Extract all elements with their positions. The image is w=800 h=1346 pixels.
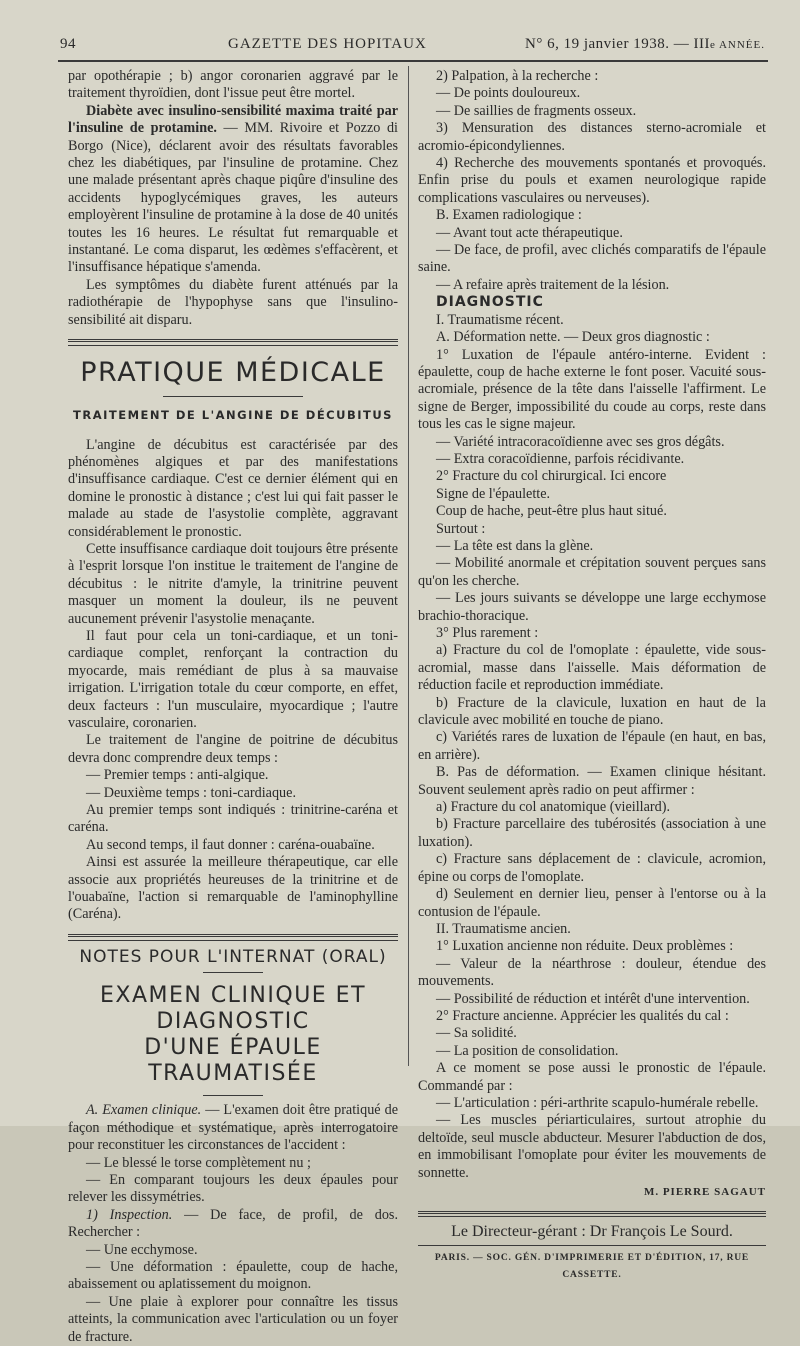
paragraph: Surtout : (436, 520, 486, 537)
paragraph: 3° Plus rarement : (436, 625, 539, 641)
article-title: EXAMEN CLINIQUE ET DIAGNOSTIC D'UNE ÉPAULE TRAUMATISÉE (99, 983, 367, 1087)
section-title: DIAGNOSTIC (436, 294, 544, 311)
paragraph: Signe de l'épaulette. (436, 485, 551, 502)
director-line: Le Directeur-gérant : Dr François Le Sourd. (451, 1223, 733, 1241)
paragraph: — Deuxième temps : toni-cardiaque. (86, 784, 296, 801)
paragraph: — Possibilité de réduction et intérêt d'une intervention. (436, 990, 750, 1007)
paragraph: 4) Recherche des mouvements spontanés et provoqués. Enfin prise du pouls et examen neurologique rapide complications vasculaires ou nerveuses). (418, 155, 766, 206)
paragraph: — De face, de profil, avec clichés comparatifs de l'épaule saine. (418, 242, 766, 276)
paragraph: — Variété intracoracoïdienne avec ses gros dégâts. (436, 433, 725, 450)
section-title: NOTES POUR L'INTERNAT (ORAL) (79, 946, 387, 967)
paragraph: I. Traumatisme récent. (436, 311, 564, 328)
paragraph: Cette insuffisance cardiaque doit toujours être présente à l'esprit lorsque l'on institue le traitement de l'angine de décubitus : le nitrite d'amyle, la trinitrine peuvent masquer un moment la douleur, ils ne peuvent aucunement prévenir l'asystolie menaçante. (68, 540, 398, 627)
column-divider (408, 66, 409, 1066)
paragraph: b) Fracture parcellaire des tubérosités (association à une luxation). (418, 816, 766, 850)
paragraph: — Les jours suivants se développe une large ecchymose brachio-thoracique. (418, 590, 766, 624)
paragraph: c) Variétés rares de luxation de l'épaule (en haut, en bas, en arrière). (418, 729, 766, 763)
page-number: 94 (60, 36, 76, 52)
paragraph: — Extra coracoïdienne, parfois récidivante. (436, 450, 685, 467)
section-title: PRATIQUE MÉDICALE (80, 357, 386, 389)
paragraph: — Valeur de la néarthrose : douleur, étendue des mouvements. (418, 955, 766, 990)
paragraph: — Les muscles périarticulaires, surtout atrophie du deltoïde, seul muscle abducteur. Mesurer l'abduction de dos, en immobilisant l'omoplate pour éviter les mouvements de sonnette. (418, 1112, 766, 1181)
paragraph: — La tête est dans la glène. (436, 537, 594, 554)
author-signature: M. PIERRE SAGAUT (643, 1186, 766, 1198)
paragraph: 2° Fracture du col chirurgical. Ici encore (436, 468, 667, 485)
title-rule (203, 1095, 263, 1096)
paragraph: 1° Luxation de l'épaule antéro-interne. Evident : épaulette, coup de hache externe le font poser. Vacuité sous-acromiale, présence de la tête dans l'aisselle l'affirment. Le signe de Berger, impossibilité du coude au corps, reste dans tous les cas le signe majeur. (418, 346, 766, 433)
paragraph: a) Fracture du col de l'omoplate : épaulette, vide sous-acromial, masse dans l'aisselle. Mais déformation de réduction facile et reproduction immédiate. (418, 642, 766, 694)
paragraph: 2) Palpation, à la recherche : (436, 68, 599, 84)
paragraph: b) Fracture de la clavicule, luxation en haut de la clavicule avec mobilité en touche de piano. (418, 694, 766, 729)
paragraph: — De points douloureux. (436, 85, 581, 102)
paragraph: d) Seulement en dernier lieu, penser à l'entorse ou à la contusion de l'épaule. (418, 886, 766, 920)
footer-rule (418, 1245, 766, 1246)
paragraph: c) Fracture sans déplacement de : clavicule, acromion, épine ou corps de l'omoplate. (418, 851, 766, 885)
paragraph: Coup de hache, peut-être plus haut situé. (436, 503, 667, 520)
right-column (418, 68, 766, 1285)
paragraph: — Premier temps : anti-algique. (86, 767, 269, 784)
paragraph: B. Pas de déformation. — Examen clinique hésitant. Souvent seulement après radio on peut affirmer : (418, 764, 766, 798)
paragraph: A ce moment se pose aussi le pronostic de l'épaule. Commandé par : (418, 1060, 766, 1094)
left-column (68, 68, 398, 1346)
journal-title: GAZETTE DES HOPITAUX (228, 36, 427, 52)
paragraph: a) Fracture du col anatomique (vieillard). (436, 799, 670, 816)
title-rule (163, 396, 303, 397)
paragraph: — L'articulation : péri-arthrite scapulo-humérale rebelle. (436, 1094, 759, 1111)
paragraph: — Sa solidité. (436, 1025, 517, 1042)
paragraph: Les symptômes du diabète furent atténués par la radiothérapie de l'hypophyse sans que l'insulino-sensibilité ait disparu. (68, 276, 398, 328)
paragraph: Au premier temps sont indiqués : trinitrine-caréna et caréna. (68, 802, 398, 836)
paragraph: — Une déformation : épaulette, coup de hache, abaissement ou aplatissement du moignon. (68, 1258, 398, 1293)
paragraph: 2° Fracture ancienne. Apprécier les qualités du cal : (436, 1007, 729, 1024)
paragraph: — De saillies de fragments osseux. (436, 102, 637, 119)
paragraph: par opothérapie ; b) angor coronarien aggravé par le traitement thyroïdien, dont l'issue peut être mortel. (68, 68, 398, 102)
paragraph: Ainsi est assurée la meilleure thérapeutique, car elle associe aux propriétés heureuses de la trinitrine et de l'ouabaïne, l'action si remarquable de l'aminophylline (Caréna). (68, 854, 398, 923)
paragraph: L'angine de décubitus est caractérisée par des phénomènes algiques et par des manifestations d'insuffisance cardiaque. C'est ce dernier élément qui en domine le pronostic à distance ; c'est lui qui fait passer le malade au stade de l'asystolie complète, aggravant considérablement le pronostic. (68, 436, 398, 540)
paragraph: Le traitement de l'angine de poitrine de décubitus devra donc comprendre deux temps : (68, 732, 398, 766)
section-rule (68, 339, 398, 346)
page-header (60, 36, 765, 58)
paragraph: A. Examen clinique. — L'examen doit être pratiqué de façon méthodique et systématique, après interrogatoire pour reconstituer les circonstances de l'accident : (68, 1102, 398, 1154)
paragraph: 1) Inspection. — De face, de profil, de dos. Rechercher : (68, 1206, 398, 1241)
paragraph: B. Examen radiologique : (436, 207, 582, 224)
paragraph: — Le blessé le torse complètement nu ; (86, 1154, 311, 1171)
paragraph: Au second temps, il faut donner : caréna-ouabaïne. (86, 836, 375, 853)
paragraph: Il faut pour cela un toni-cardiaque, et un toni-cardiaque complet, renforçant la contraction du myocarde, mais remédiant de plus à sa mauvaise irrigation. L'irrigation totale du cœur comporte, en effet, deux facteurs : l'un musculaire, myocardique ; l'autre vasculaire, coronarien. (68, 627, 398, 731)
footer-rule (418, 1211, 766, 1217)
paragraph: — Mobilité anormale et crépitation souvent perçues sans qu'on les cherche. (418, 555, 766, 589)
paragraph: — Avant tout acte thérapeutique. (436, 224, 623, 241)
paragraph: — A refaire après traitement de la lésion. (436, 276, 670, 293)
paragraph: — La position de consolidation. (436, 1042, 619, 1059)
paragraph: — En comparant toujours les deux épaules pour relever les dissymétries. (68, 1171, 398, 1206)
issue-info: N° 6, 19 janvier 1938. — IIIe ANNÉE. (524, 36, 765, 52)
paragraph: — Une ecchymose. (86, 1241, 198, 1258)
paragraph: 3) Mensuration des distances sterno-acromiale et acromio-épicondyliennes. (418, 120, 766, 154)
title-rule (203, 972, 263, 973)
paragraph: 1° Luxation ancienne non réduite. Deux problèmes : (436, 938, 734, 955)
paragraph: A. Déformation nette. — Deux gros diagnostic : (436, 329, 710, 346)
paragraph: — Une plaie à explorer pour connaître les tissus atteints, la communication avec l'articulation ou un foyer de fracture. (68, 1293, 398, 1345)
printer-line: PARIS. — SOC. GÉN. D'IMPRIMERIE ET D'ÉDITION, 17, RUE CASSETTE. (434, 1252, 750, 1281)
paragraph: II. Traumatisme ancien. (436, 920, 571, 937)
article-title: TRAITEMENT DE L'ANGINE DE DÉCUBITUS (73, 408, 393, 423)
header-rule (58, 60, 768, 62)
section-rule (68, 934, 398, 941)
paragraph: Diabète avec insulino-sensibilité maxima traité par l'insuline de protamine. — MM. Rivoire et Pozzo di Borgo (Nice), déclarent avoir des résultats favorables chez les diabétiques, par l'insuline de protamine. Chez une malade présentant après chaque piqûre d'insuline des accidents hypoglycémiques graves, les auteurs employèrent l'insuline de protamine à la dose de 40 unités toutes les 16 heures. Le résultat fut remarquable et instantané. Le coma disparut, les œdèmes s'effacèrent, et l'insuffisance hépatique s'amenda. (68, 102, 399, 276)
